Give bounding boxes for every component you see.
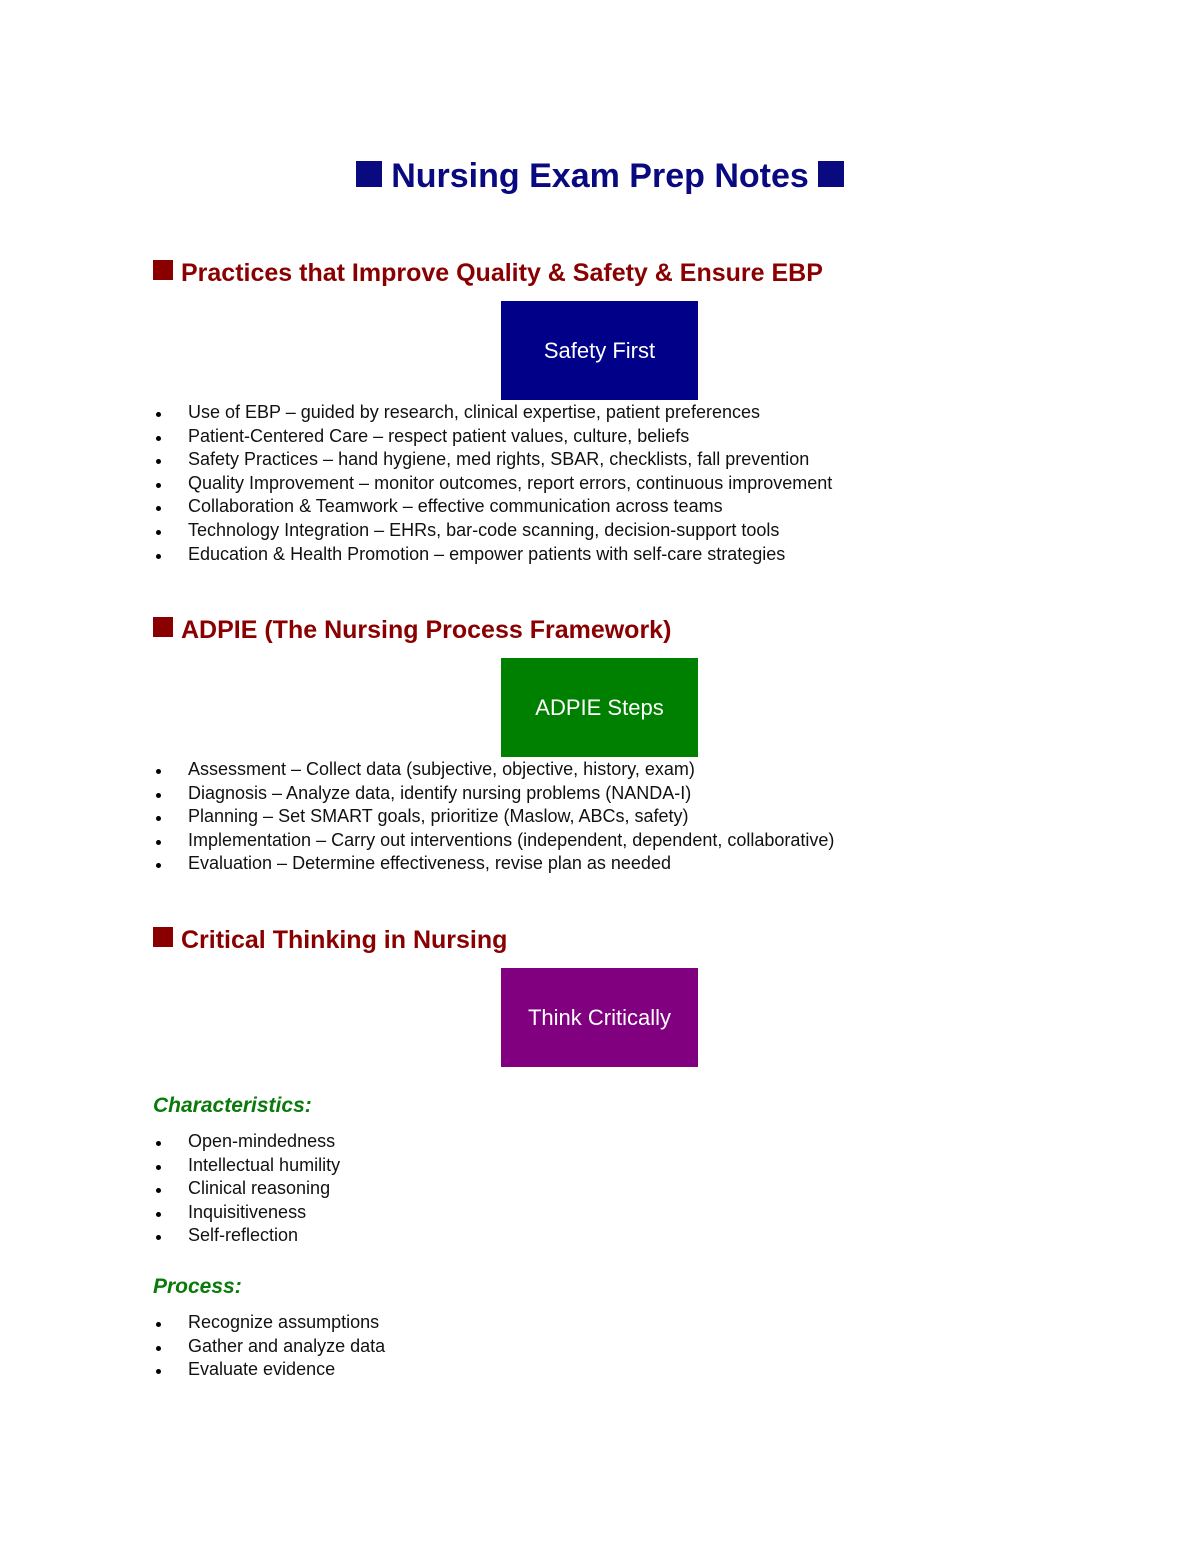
list-item: Inquisitiveness	[153, 1201, 340, 1225]
section-heading-text: ADPIE (The Nursing Process Framework)	[181, 616, 672, 644]
page-title	[0, 152, 1200, 200]
list-item: Planning – Set SMART goals, prioritize (Maslow, ABCs, safety)	[153, 805, 834, 829]
square-bullet-icon	[356, 161, 382, 187]
list-item: Evaluation – Determine effectiveness, revise plan as needed	[153, 852, 834, 876]
square-bullet-icon	[153, 927, 173, 947]
list-item: Recognize assumptions	[153, 1311, 385, 1335]
list-process	[153, 1311, 385, 1382]
section-heading-text: Practices that Improve Quality & Safety & Ensure EBP	[181, 259, 823, 287]
section-heading-text: Critical Thinking in Nursing	[181, 926, 508, 954]
banner-text: ADPIE Steps	[535, 694, 664, 720]
list-item: Use of EBP – guided by research, clinical expertise, patient preferences	[153, 401, 832, 425]
list-item: Intellectual humility	[153, 1154, 340, 1178]
square-bullet-icon	[153, 617, 173, 637]
square-bullet-icon	[153, 260, 173, 280]
square-bullet-icon	[818, 161, 844, 187]
page-title-text: Nursing Exam Prep Notes	[391, 157, 809, 195]
list-item: Quality Improvement – monitor outcomes, report errors, continuous improvement	[153, 472, 832, 496]
list-item: Collaboration & Teamwork – effective communication across teams	[153, 495, 832, 519]
banner-think-critically	[501, 968, 698, 1067]
list-item: Assessment – Collect data (subjective, objective, history, exam)	[153, 758, 834, 782]
list-item: Patient-Centered Care – respect patient values, culture, beliefs	[153, 425, 832, 449]
banner-adpie-steps	[501, 658, 698, 757]
list-item: Safety Practices – hand hygiene, med rights, SBAR, checklists, fall prevention	[153, 448, 832, 472]
list-item: Diagnosis – Analyze data, identify nursing problems (NANDA-I)	[153, 782, 834, 806]
banner-text: Safety First	[543, 337, 656, 363]
subheading-process: Process:	[153, 1275, 242, 1298]
list-adpie	[153, 758, 834, 876]
list-item: Open-mindedness	[153, 1130, 340, 1154]
section-heading-critical-thinking	[153, 923, 507, 957]
list-quality-safety	[153, 401, 832, 566]
list-item: Education & Health Promotion – empower patients with self-care strategies	[153, 543, 832, 567]
list-item: Evaluate evidence	[153, 1358, 385, 1382]
list-item: Self-reflection	[153, 1224, 340, 1248]
list-item: Implementation – Carry out interventions (independent, dependent, collaborative)	[153, 829, 834, 853]
list-characteristics	[153, 1130, 340, 1248]
list-item: Clinical reasoning	[153, 1177, 340, 1201]
subheading-characteristics: Characteristics:	[153, 1094, 312, 1117]
list-item: Gather and analyze data	[153, 1335, 385, 1359]
section-heading-quality-safety	[153, 256, 823, 290]
banner-safety-first	[501, 301, 698, 400]
list-item: Technology Integration – EHRs, bar-code scanning, decision-support tools	[153, 519, 832, 543]
section-heading-adpie	[153, 613, 671, 647]
banner-text: Think Critically	[527, 1004, 672, 1030]
